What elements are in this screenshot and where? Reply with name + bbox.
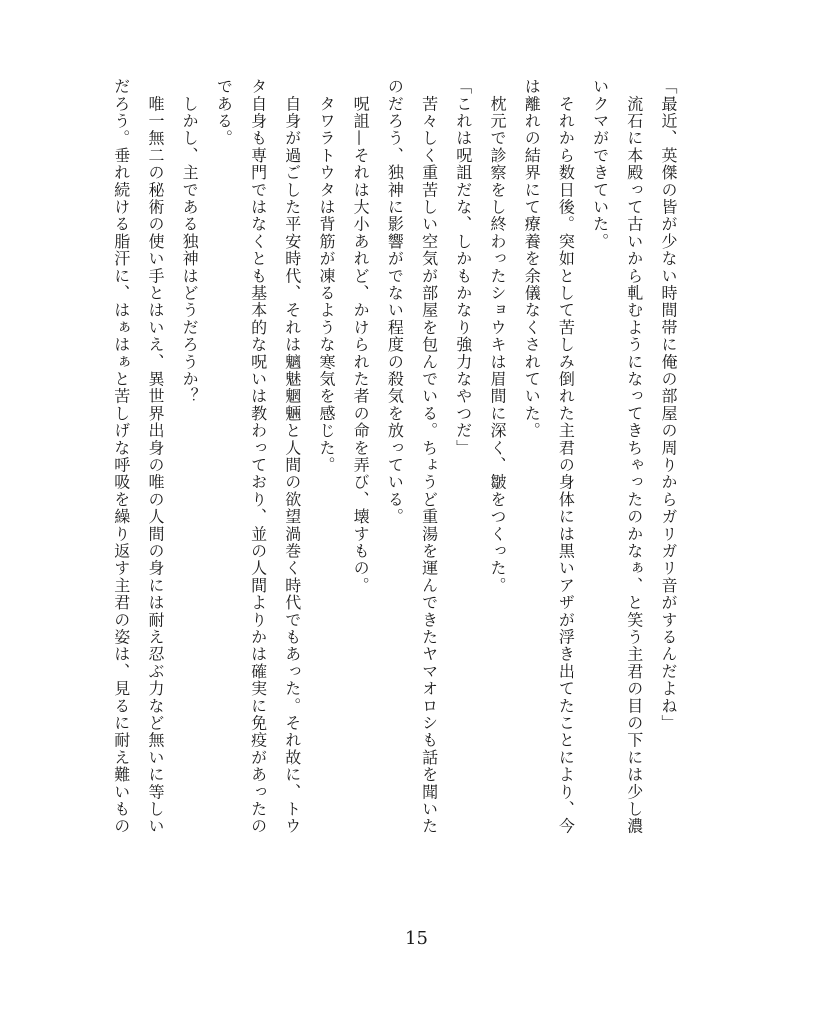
text-line-2: 流石に本殿って古いから軋むようになってきちゃったのかなぁ、と笑う主君の目の下には少し濃	[624, 78, 644, 835]
text-line-4: それから数日後。突如として苦しみ倒れた主君の身体には黒いアザが浮き出てたことにより、今	[556, 78, 576, 835]
text-line-14: である。	[214, 78, 234, 147]
text-line-17: だろう。垂れ続ける脂汗に、はぁはぁと苦しげな呼吸を繰り返す主君の姿は、見るに耐え難いもの	[111, 78, 131, 835]
text-line-15: しかし、主である独神はどうだろうか？	[180, 78, 200, 405]
text-line-13: タ自身も専門ではなくとも基本的な呪いは教わっており、並の人間よりかは確実に免疫があったの	[248, 78, 268, 835]
text-line-5: は離れの結界にて療養を余儀なくされていた。	[522, 78, 542, 440]
text-line-8: 苦々しく重苦しい空気が部屋を包んでいる。ちょうど重湯を運んできたヤマオロシも話を聞いた	[419, 78, 439, 835]
text-line-3: いクマができていた。	[590, 78, 610, 250]
text-line-9: のだろう、独神に影響がでない程度の殺気を放っている。	[385, 78, 405, 526]
text-line-7: 「これは呪詛だな、しかもかなり強力なやつだ」	[453, 78, 473, 457]
text-line-10: 呪詛—それは大小あれど、かけられた者の命を弄び、壊すもの。	[351, 78, 371, 594]
text-line-11: タワラトウタは背筋が凍るような寒気を感じた。	[316, 78, 336, 474]
text-line-1: 「最近、英傑の皆が少ない時間帯に俺の部屋の周りからガリガリ音がするんだよね」	[659, 78, 678, 732]
text-line-16: 唯一無二の秘術の使い手とはいえ、異世界出身の唯の人間の身には耐え忍ぶ力など無いに等しい	[145, 78, 165, 835]
body-text	[104, 78, 685, 908]
text-line-6: 枕元で診察をし終わったショウキは眉間に深く、皺をつくった。	[487, 78, 507, 594]
text-line-12: 自身が過ごした平安時代、それは魑魅魍魎と人間の欲望渦巻く時代でもあった。それ故に、トウ	[282, 78, 302, 835]
page-number: 15	[405, 928, 428, 949]
